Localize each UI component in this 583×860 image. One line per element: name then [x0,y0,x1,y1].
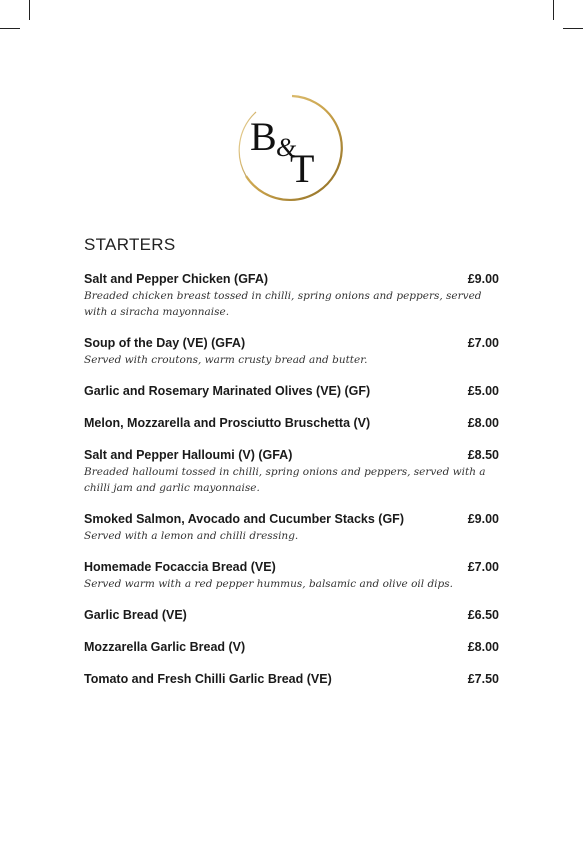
item-description: Served warm with a red pepper hummus, balsamic and olive oil dips. [84,578,453,590]
menu-item [84,336,499,368]
item-price: £7.50 [467,672,499,686]
crop-mark-top-right-vertical [553,0,554,20]
menu-item [84,672,499,686]
item-price: £8.50 [467,448,499,462]
crop-mark-top-left-horizontal [0,28,20,29]
restaurant-logo [232,92,344,202]
item-price: £7.00 [467,336,499,350]
item-price: £8.00 [467,416,499,430]
menu-item [84,272,499,320]
svg-text:T: T [290,146,315,191]
item-description: Breaded halloumi tossed in chilli, spring onions and peppers, served with a chilli jam and garlic mayonnaise. [84,466,486,494]
menu-item [84,512,499,544]
item-name: Soup of the Day (VE) (GFA) [84,336,246,350]
item-price: £5.00 [467,384,499,398]
item-description: Served with a lemon and chilli dressing. [84,530,299,542]
menu-item [84,416,499,430]
item-price: £7.00 [467,560,499,574]
item-name: Salt and Pepper Chicken (GFA) [84,272,269,286]
menu-item [84,384,499,398]
menu-item [84,608,499,622]
item-name: Mozzarella Garlic Bread (V) [84,640,246,654]
crop-mark-top-left-vertical [29,0,30,20]
item-price: £8.00 [467,640,499,654]
item-name: Tomato and Fresh Chilli Garlic Bread (VE) [84,672,332,686]
item-price: £9.00 [467,512,499,526]
item-price: £6.50 [467,608,499,622]
menu-item [84,640,499,654]
section-title: STARTERS [84,235,176,254]
item-name: Garlic Bread (VE) [84,608,187,622]
svg-text:B: B [250,114,277,159]
item-name: Melon, Mozzarella and Prosciutto Bruschetta (V) [84,416,371,430]
item-name: Salt and Pepper Halloumi (V) (GFA) [84,448,293,462]
svg-text:&: & [276,133,297,162]
item-name: Homemade Focaccia Bread (VE) [84,560,276,574]
crop-mark-top-right-horizontal [563,28,583,29]
item-description: Served with croutons, warm crusty bread and butter. [84,354,368,366]
item-name: Garlic and Rosemary Marinated Olives (VE) (GF) [84,384,371,398]
menu-item [84,448,499,496]
item-description: Breaded chicken breast tossed in chilli, spring onions and peppers, served with a siracha mayonnaise. [84,290,482,318]
item-name: Smoked Salmon, Avocado and Cucumber Stacks (GF) [84,512,404,526]
item-price: £9.00 [467,272,499,286]
menu-item [84,560,499,592]
